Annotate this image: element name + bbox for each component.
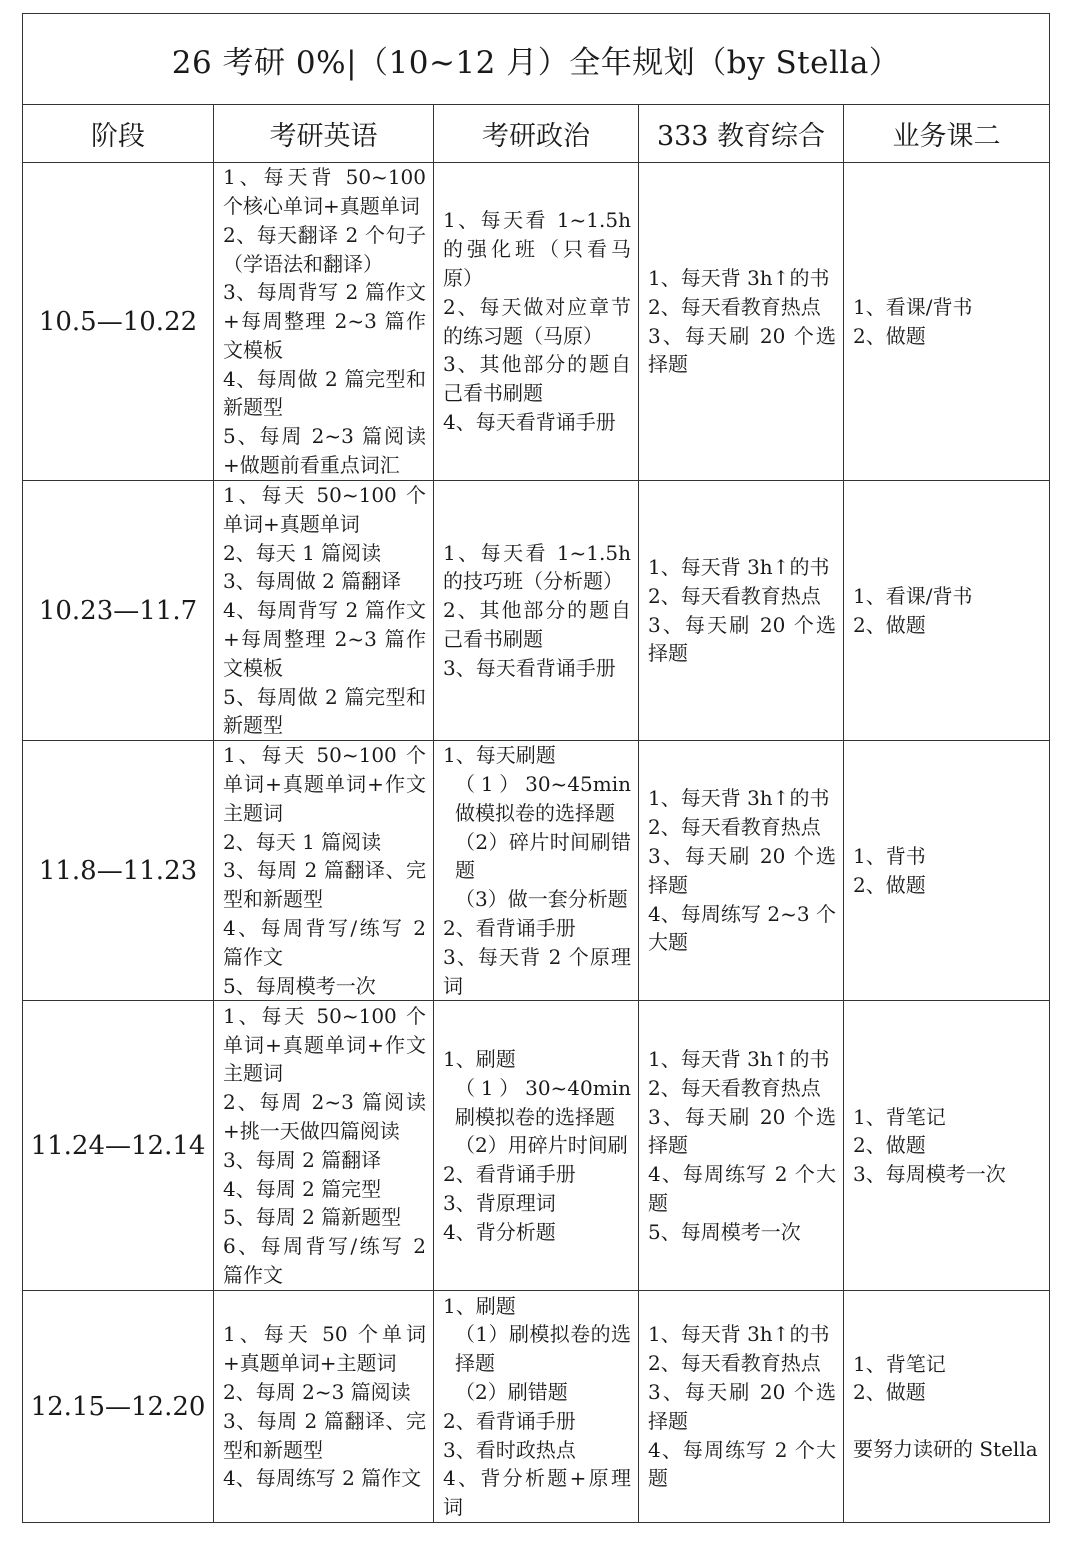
list-item: 1、背笔记 <box>853 1104 946 1129</box>
english-cell <box>214 1291 434 1523</box>
list-item: 1、每天背 3h↑的书 <box>648 265 830 290</box>
list-item: （3）做一套分析题 <box>455 887 628 912</box>
list-item: 2、每天 1 篇阅读 <box>223 829 382 854</box>
title-row <box>23 14 1050 105</box>
list-item: （1）30~40min 刷模拟卷的选择题 <box>455 1075 631 1129</box>
header-row <box>23 105 1050 163</box>
list-item: 1、每天看 1~1.5h 的强化班（只看马原） <box>443 208 631 290</box>
list-item: 4、背分析题 <box>443 1219 556 1244</box>
politics-cell <box>434 741 639 1001</box>
list-item: 3、每天刷 20 个选择题 <box>648 1380 836 1433</box>
list-item: 5、每周 2 篇新题型 <box>223 1205 402 1230</box>
list-item: 2、每周 2~3 篇阅读 <box>223 1380 411 1405</box>
header-course2: 业务课二 <box>844 105 1050 163</box>
english-cell <box>214 741 434 1001</box>
table-row <box>23 741 1050 1001</box>
list-item: 1、每天背 50~100 个核心单词+真题单词 <box>223 165 426 218</box>
list-item: 2、做题 <box>853 612 926 637</box>
table-row <box>23 481 1050 741</box>
list-item: 2、做题 <box>853 1133 926 1158</box>
stage-cell: 10.23—11.7 <box>23 481 214 741</box>
list-item: 3、每天刷 20 个选择题 <box>648 843 836 897</box>
list-item: 4、每周做 2 篇完型和新题型 <box>223 366 426 420</box>
list-item: 4、每周练写 2 个大题 <box>648 1437 836 1491</box>
list-item: 3、每天看背诵手册 <box>443 655 616 680</box>
list-item: 2、每天 1 篇阅读 <box>223 540 382 565</box>
list-item: 5、每周模考一次 <box>648 1219 801 1244</box>
list-item: （2）用碎片时间刷 <box>455 1133 628 1158</box>
list-item: 3、每天刷 20 个选择题 <box>648 1104 836 1158</box>
list-item: （2）碎片时间刷错题 <box>455 829 631 883</box>
list-item: 3、每周模考一次 <box>853 1162 1006 1187</box>
list-item: 6、每周背写/练写 2 篇作文 <box>223 1234 426 1288</box>
list-item: （1）30~45min 做模拟卷的选择题 <box>455 771 631 825</box>
list-item: 1、背笔记 <box>853 1351 946 1376</box>
list-item: 3、每周做 2 篇翻译 <box>223 569 402 594</box>
course2-cell <box>844 163 1050 481</box>
english-cell <box>214 163 434 481</box>
header-stage: 阶段 <box>23 105 214 163</box>
list-item: 2、做题 <box>853 1380 926 1405</box>
table-row <box>23 163 1050 481</box>
table-row <box>23 1001 1050 1291</box>
list-item: 1、每天 50~100 个单词+真题单词+作文主题词 <box>223 1003 426 1086</box>
stage-cell: 11.8—11.23 <box>23 741 214 1001</box>
stage-cell: 12.15—12.20 <box>23 1291 214 1523</box>
header-english: 考研英语 <box>214 105 434 163</box>
list-item: 1、看课/背书 <box>853 583 973 608</box>
education-cell <box>639 741 844 1001</box>
list-item: 1、每天背 3h↑的书 <box>648 1047 830 1072</box>
course2-cell <box>844 481 1050 741</box>
politics-cell <box>434 1291 639 1523</box>
list-item: 1、每天看 1~1.5h 的技巧班（分析题） <box>443 540 631 594</box>
list-item: （2）刷错题 <box>455 1380 568 1405</box>
list-item: 3、每周 2 篇翻译 <box>223 1147 382 1172</box>
list-item: 5、每周模考一次 <box>223 973 376 998</box>
list-item: 3、背原理词 <box>443 1191 556 1216</box>
list-item: 2、每天看教育热点 <box>648 815 821 840</box>
list-item: 2、每天看教育热点 <box>648 583 821 608</box>
header-education: 333 教育综合 <box>639 105 844 163</box>
list-item: 2、看背诵手册 <box>443 915 576 940</box>
header-politics: 考研政治 <box>434 105 639 163</box>
education-cell <box>639 1291 844 1523</box>
list-item: 1、每天刷题 <box>443 743 556 768</box>
list-item: 2、每天看教育热点 <box>648 1351 821 1376</box>
english-cell <box>214 481 434 741</box>
list-item: 4、背分析题+原理词 <box>443 1466 631 1520</box>
list-item: 5、每周 2~3 篇阅读+做题前看重点词汇 <box>223 424 426 478</box>
list-item: 1、刷题 <box>443 1293 516 1318</box>
list-item: 1、每天背 3h↑的书 <box>648 554 830 579</box>
list-item: 3、每周 2 篇翻译、完型和新题型 <box>223 1408 426 1462</box>
spacer <box>853 1407 1042 1435</box>
course2-cell <box>844 1291 1050 1523</box>
stage-cell: 10.5—10.22 <box>23 163 214 481</box>
list-item: 1、每天背 3h↑的书 <box>648 786 830 811</box>
plan-table <box>22 13 1050 1523</box>
list-item: 5、每周做 2 篇完型和新题型 <box>223 684 426 738</box>
list-item: 3、每天刷 20 个选择题 <box>648 323 836 377</box>
list-item: 1、每天 50 个单词+真题单词+主题词 <box>223 1322 426 1376</box>
stage-cell: 11.24—12.14 <box>23 1001 214 1291</box>
education-cell <box>639 481 844 741</box>
list-item: 2、每天看教育热点 <box>648 294 821 319</box>
table-row <box>23 1291 1050 1523</box>
list-item: 3、每天背 2 个原理词 <box>443 944 631 998</box>
list-item: 1、背书 <box>853 843 926 868</box>
list-item: 3、每天刷 20 个选择题 <box>648 612 836 666</box>
list-item: 2、看背诵手册 <box>443 1162 576 1187</box>
list-item: 2、每天做对应章节的练习题（马原） <box>443 294 631 348</box>
english-cell <box>214 1001 434 1291</box>
list-item: 1、每天背 3h↑的书 <box>648 1322 830 1347</box>
course2-cell <box>844 741 1050 1001</box>
list-item: 3、每周背写 2 篇作文+每周整理 2~3 篇作文模板 <box>223 280 426 362</box>
list-item: 1、看课/背书 <box>853 294 973 319</box>
list-item: 3、每周 2 篇翻译、完型和新题型 <box>223 858 426 912</box>
page-title: 26 考研 0%|（10~12 月）全年规划（by Stella） <box>23 14 1050 105</box>
list-item: 2、每周 2~3 篇阅读+挑一天做四篇阅读 <box>223 1090 426 1144</box>
list-item: 3、其他部分的题自己看书刷题 <box>443 352 631 406</box>
list-item: 4、每周 2 篇完型 <box>223 1176 382 1201</box>
list-item: 2、做题 <box>853 323 926 348</box>
politics-cell <box>434 163 639 481</box>
list-item: 2、每天翻译 2 个句子（学语法和翻译） <box>223 222 426 276</box>
signature-note: 要努力读研的 Stella <box>853 1437 1038 1462</box>
list-item: （1）刷模拟卷的选择题 <box>455 1322 631 1376</box>
education-cell <box>639 1001 844 1291</box>
list-item: 4、每天看背诵手册 <box>443 409 616 434</box>
list-item: 2、每天看教育热点 <box>648 1075 821 1100</box>
list-item: 1、刷题 <box>443 1047 516 1072</box>
list-item: 4、每周背写/练写 2 篇作文 <box>223 915 426 969</box>
list-item: 1、每天 50~100 个单词+真题单词+作文主题词 <box>223 743 426 825</box>
list-item: 2、其他部分的题自己看书刷题 <box>443 598 631 651</box>
list-item: 4、每周练写 2 篇作文 <box>223 1466 422 1491</box>
list-item: 1、每天 50~100 个单词+真题单词 <box>223 483 426 536</box>
education-cell <box>639 163 844 481</box>
list-item: 4、每周练写 2 个大题 <box>648 1162 836 1216</box>
list-item: 2、看背诵手册 <box>443 1408 576 1433</box>
list-item: 2、做题 <box>853 872 926 897</box>
politics-cell <box>434 1001 639 1291</box>
course2-cell <box>844 1001 1050 1291</box>
list-item: 3、看时政热点 <box>443 1437 576 1462</box>
politics-cell <box>434 481 639 741</box>
list-item: 4、每周背写 2 篇作文+每周整理 2~3 篇作文模板 <box>223 598 426 680</box>
list-item: 4、每周练写 2~3 个大题 <box>648 901 836 955</box>
